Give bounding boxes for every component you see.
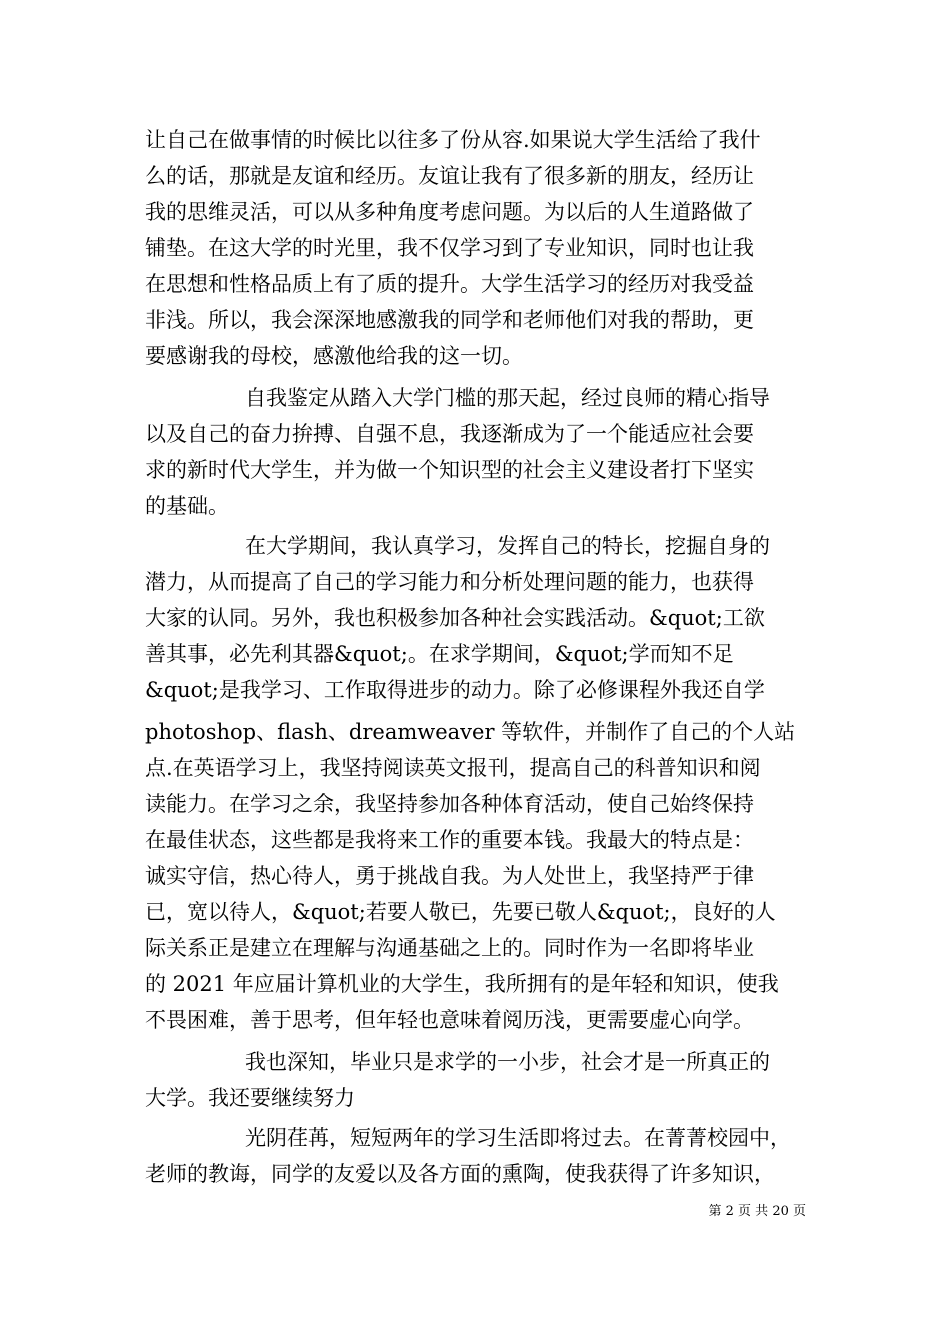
text-line: 的 2021 年应届计算机业的大学生，我所拥有的是年轻和知识，使我 — [145, 972, 779, 996]
page-number: 第 2 页 共 20 页 — [708, 1204, 806, 1219]
text-line: 善其事，必先利其器&quot;。在求学期间，&quot;学而知不足 — [145, 642, 734, 666]
text-line: 点.在英语学习上，我坚持阅读英文报刊，提高自己的科普知识和阅 — [145, 756, 761, 780]
text-line: 在最佳状态，这些都是我将来工作的重要本钱。我最大的特点是： — [145, 828, 754, 852]
text-line: 读能力。在学习之余，我坚持参加各种体育活动，使自己始终保持 — [145, 792, 754, 816]
text-line: 大家的认同。另外，我也积极参加各种社会实践活动。&quot;工欲 — [145, 606, 765, 630]
text-line: 诚实守信，热心待人，勇于挑战自我。为人处世上，我坚持严于律 — [145, 864, 754, 888]
text-line: &quot;是我学习、工作取得进步的动力。除了必修课程外我还自学 — [145, 678, 765, 702]
paragraph-first-line: 在大学期间，我认真学习，发挥自己的特长，挖掘自身的 — [245, 534, 770, 558]
text-line: 大学。我还要继续努力 — [145, 1086, 355, 1110]
text-line: 让自己在做事情的时候比以往多了份从容.如果说大学生活给了我什 — [145, 128, 761, 152]
text-line: photoshop、flash、dreamweaver 等软件，并制作了自己的个人站 — [145, 720, 796, 744]
text-line: 求的新时代大学生，并为做一个知识型的社会主义建设者打下坚实 — [145, 458, 754, 482]
text-line: 的基础。 — [145, 494, 229, 518]
text-line: 际关系正是建立在理解与沟通基础之上的。同时作为一名即将毕业 — [145, 936, 754, 960]
text-line: 以及自己的奋力拚搏、自强不息，我逐渐成为了一个能适应社会要 — [145, 422, 754, 446]
paragraph-first-line: 我也深知，毕业只是求学的一小步，社会才是一所真正的 — [245, 1050, 770, 1074]
paragraph-first-line: 自我鉴定从踏入大学门槛的那天起，经过良师的精心指导 — [245, 386, 770, 410]
text-line: 在思想和性格品质上有了质的提升。大学生活学习的经历对我受益 — [145, 272, 754, 296]
text-line: 么的话，那就是友谊和经历。友谊让我有了很多新的朋友，经历让 — [145, 164, 754, 188]
text-line: 铺垫。在这大学的时光里，我不仅学习到了专业知识，同时也让我 — [145, 236, 754, 260]
text-line: 不畏困难，善于思考，但年轻也意味着阅历浅，更需要虚心向学。 — [145, 1008, 754, 1032]
text-line: 要感谢我的母校，感激他给我的这一切。 — [145, 344, 523, 368]
text-line: 我的思维灵活，可以从多种角度考虑问题。为以后的人生道路做了 — [145, 200, 754, 224]
text-line: 老师的教诲，同学的友爱以及各方面的熏陶，使我获得了许多知识， — [145, 1162, 775, 1186]
text-line: 非浅。所以，我会深深地感激我的同学和老师他们对我的帮助，更 — [145, 308, 754, 332]
text-line: 潜力，从而提高了自己的学习能力和分析处理问题的能力，也获得 — [145, 570, 754, 594]
paragraph-first-line: 光阴荏苒，短短两年的学习生活即将过去。在菁菁校园中， — [245, 1126, 791, 1150]
text-line: 已，宽以待人，&quot;若要人敬已，先要已敬人&quot;，良好的人 — [145, 900, 776, 924]
